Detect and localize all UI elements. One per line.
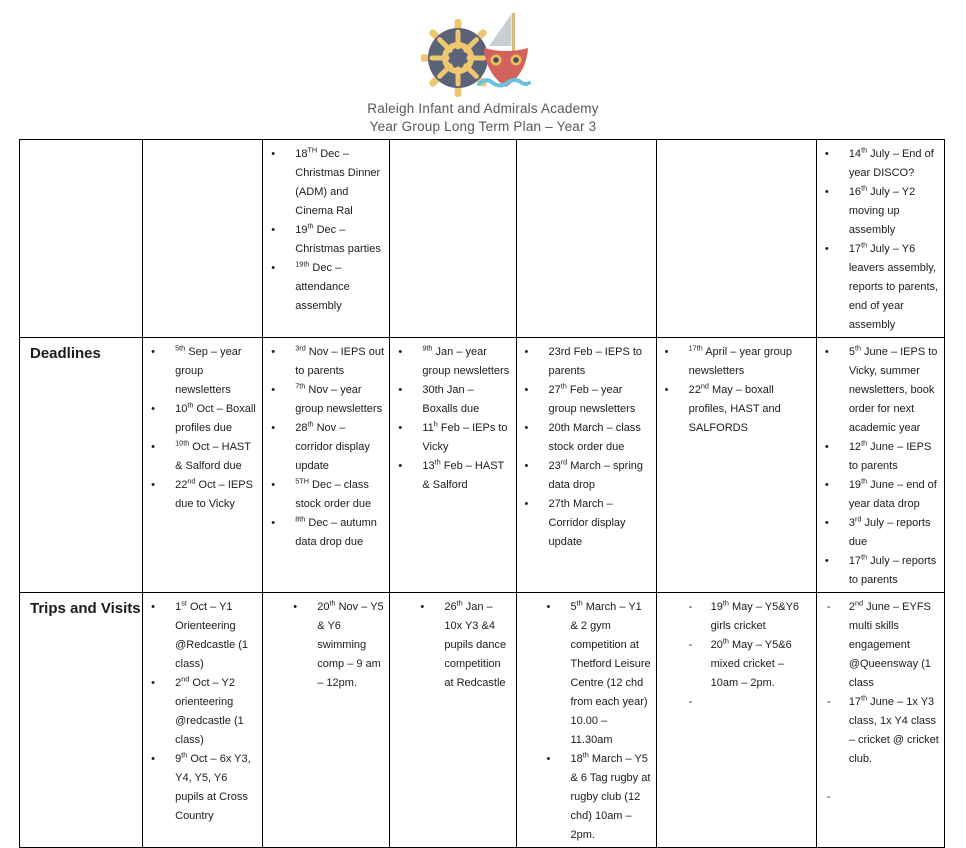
cell-list: [265, 145, 387, 316]
list-item: • $^{8th}$ Dec – autumn data drop due: [265, 514, 387, 552]
list-item: • 23rd Feb – IEPS to parents: [519, 343, 654, 381]
row-label-trips: Trips and Visits: [30, 600, 141, 617]
cell-list: [519, 598, 654, 845]
list-item: • 22nd May – boxall profiles, HAST and SALFORDS: [659, 381, 814, 438]
document-header: [0, 0, 966, 136]
cell-list: [659, 598, 814, 712]
list-item: • 19th Dec – Christmas parties: [265, 221, 387, 259]
list-item: - 20th May – Y5&6 mixed cricket – 10am – 2pm.: [681, 636, 814, 693]
trips-row: [20, 593, 945, 848]
list-item: [681, 693, 814, 712]
row-label-cell: [20, 140, 143, 338]
cell-list: [145, 598, 260, 826]
list-item: • $^{19th}$ Dec – attendance assembly: [265, 259, 387, 316]
list-item: • 20th March – class stock order due: [519, 419, 654, 457]
list-item: • 23rd March – spring data drop: [519, 457, 654, 495]
list-item: • 19th June – end of year data drop: [819, 476, 942, 514]
list-item: • 17th July – reports to parents: [819, 552, 942, 590]
boat-mast: [512, 13, 515, 51]
plan-cell: [390, 338, 516, 593]
list-item: • $^{5TH}$ Dec – class stock order due: [265, 476, 387, 514]
list-item: • 22nd Oct – IEPS due to Vicky: [145, 476, 260, 514]
list-item: • 28th Nov – corridor display update: [265, 419, 387, 476]
list-item: - 17th June – 1x Y3 class, 1x Y4 class – cricket @ cricket club.: [819, 693, 942, 769]
list-item: [819, 788, 942, 807]
list-item: • 5th March – Y1 & 2 gym competition at Thetford Leisure Centre (12 chd from each year) 10.00 – 11.30am: [541, 598, 654, 750]
plan-cell: [390, 593, 516, 848]
row-label-cell: [20, 593, 143, 848]
plan-cell: [656, 593, 816, 848]
plan-title: Year Group Long Term Plan – Year 3: [369, 119, 597, 134]
cell-list: [659, 343, 814, 438]
list-item: • $^{7th}$ Nov – year group newsletters: [265, 381, 387, 419]
list-item: • $^{5th}$ Sep – year group newsletters: [145, 343, 260, 400]
row-label-deadlines: Deadlines: [30, 345, 101, 362]
plan-cell: [143, 338, 263, 593]
plan-cell: [263, 593, 390, 848]
list-item: • 2nd Oct – Y2 orienteering @redcastle (1 class): [145, 674, 260, 750]
plan-cell: [516, 140, 656, 338]
list-item: • 18th March – Y5 & 6 Tag rugby at rugby club (12 chd) 10am – 2pm.: [541, 750, 654, 845]
plan-cell: [263, 140, 390, 338]
list-item: • 3rd July – reports due: [819, 514, 942, 552]
plan-cell: [656, 338, 816, 593]
list-item: - 2nd June – EYFS multi skills engagement @Queensway (1 class: [819, 598, 942, 693]
porthole-right: [513, 57, 519, 63]
list-item: • 27th March – Corridor display update: [519, 495, 654, 552]
list-item: • 16th July – Y2 moving up assembly: [819, 183, 942, 240]
porthole-left: [493, 57, 499, 63]
plan-cell: [516, 593, 656, 848]
wheel-hub: [450, 50, 466, 66]
list-item: • $^{10th}$ Oct – HAST & Salford due: [145, 438, 260, 476]
academy-title: Raleigh Infant and Admirals Academy: [367, 101, 599, 116]
list-item: • 5th June – IEPS to Vicky, summer newsletters, book order for next academic year: [819, 343, 942, 438]
list-item: • 11$^h$ Feb – IEPs to Vicky: [392, 419, 513, 457]
list-item: • 20th Nov – Y5 & Y6 swimming comp – 9 am – 12pm.: [287, 598, 387, 693]
plan-cell: [816, 593, 944, 848]
plan-cell: [390, 140, 516, 338]
cell-list: [145, 343, 260, 514]
plan-cell: [143, 140, 263, 338]
cell-list: [392, 343, 513, 495]
list-item: • 12th June – IEPS to parents: [819, 438, 942, 476]
list-item: • $^{3rd}$ Nov – IEPS out to parents: [265, 343, 387, 381]
cell-list: [819, 343, 942, 590]
academy-logo: [421, 6, 545, 100]
list-item: • 10th Oct – Boxall profiles due: [145, 400, 260, 438]
list-item: • 26th Jan – 10x Y3 &4 pupils dance competition at Redcastle: [414, 598, 513, 693]
list-item: • $^{17th}$ April – year group newsletters: [659, 343, 814, 381]
row-label-cell: [20, 338, 143, 593]
list-item: • 13th Feb – HAST & Salford: [392, 457, 513, 495]
row-label: [22, 145, 140, 147]
cell-list: [265, 343, 387, 552]
deadlines-row: [20, 338, 945, 593]
plan-cell: [143, 593, 263, 848]
plan-cell: [816, 338, 944, 593]
plan-cell: [263, 338, 390, 593]
boat-sail: [489, 14, 512, 46]
list-item: • 30th Jan – Boxalls due: [392, 381, 513, 419]
list-item: • 27th Feb – year group newsletters: [519, 381, 654, 419]
list-item: • 14th July – End of year DISCO?: [819, 145, 942, 183]
list-item: • 1st Oct – Y1 Orienteering @Redcastle (1 class): [145, 598, 260, 674]
list-item: • 18TH Dec – Christmas Dinner (ADM) and Cinema Ral: [265, 145, 387, 221]
events-row: [20, 140, 945, 338]
plan-cell: [816, 140, 944, 338]
plan-cell: [516, 338, 656, 593]
cell-list: [819, 598, 942, 807]
list-item: • 17th July – Y6 leavers assembly, reports to parents, end of year assembly: [819, 240, 942, 335]
boat-icon: [479, 13, 529, 87]
cell-list: [819, 145, 942, 335]
cell-list: [519, 343, 654, 552]
list-item: • $^{9th}$ Jan – year group newsletters: [392, 343, 513, 381]
list-item: • 9th Oct – 6x Y3, Y4, Y5, Y6 pupils at Cross Country: [145, 750, 260, 826]
long-term-plan-table: [19, 139, 945, 848]
plan-cell: [656, 140, 816, 338]
list-item: - 19th May – Y5&Y6 girls cricket: [681, 598, 814, 636]
